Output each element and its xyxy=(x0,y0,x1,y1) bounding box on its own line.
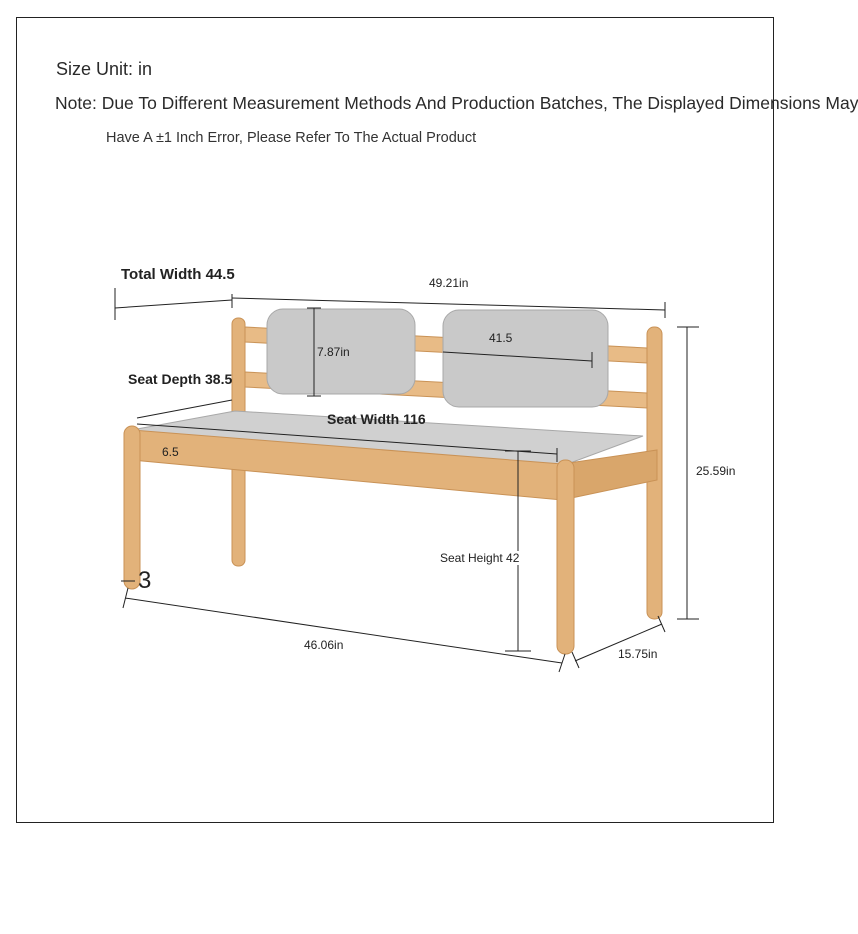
seat-width-label: Seat Width 116 xyxy=(327,411,426,427)
depth-1575-label: 15.75in xyxy=(618,647,658,661)
total-width-line xyxy=(115,300,232,308)
cushion-width-label: 41.5 xyxy=(489,331,513,345)
length-4606-label: 46.06in xyxy=(304,638,344,652)
back-cushion-right xyxy=(443,310,608,407)
seat-height-label: Seat Height 42 xyxy=(440,551,520,565)
number-3-label: 3 xyxy=(138,567,152,594)
note-text: Note: Due To Different Measurement Methods And Production Batches, The Displayed Dimensions May xyxy=(55,93,858,113)
width-4921-label: 49.21in xyxy=(429,276,469,290)
product-dimension-frame xyxy=(16,17,858,823)
note-continuation-text: Have A ±1 Inch Error, Please Refer To The Actual Product xyxy=(106,130,477,146)
total-width-label: Total Width 44.5 xyxy=(121,266,235,283)
size-unit-label: Size Unit: in xyxy=(56,59,153,79)
height-2559-label: 25.59in xyxy=(696,464,736,478)
front-right-leg xyxy=(557,460,574,654)
width-4921-line xyxy=(232,298,665,310)
small-65-label: 6.5 xyxy=(162,445,179,459)
seat-depth-label: Seat Depth 38.5 xyxy=(128,371,233,387)
length-4606-line xyxy=(125,598,562,663)
front-left-leg xyxy=(124,426,140,589)
cushion-height-label: 7.87in xyxy=(317,345,350,359)
